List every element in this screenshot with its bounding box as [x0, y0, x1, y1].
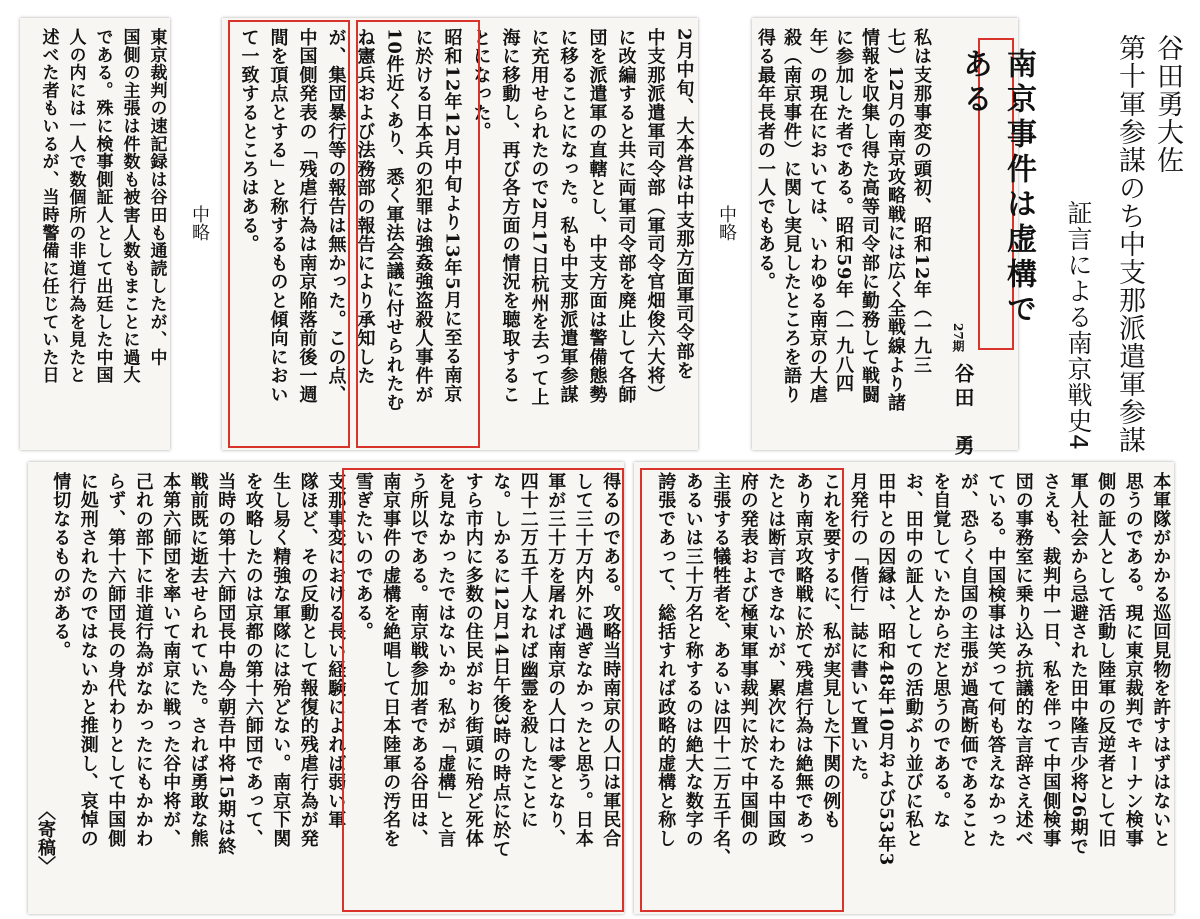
text-column: 四十二万五千人なれば幽霊を殺したことに	[517, 472, 539, 830]
text-column: あるいは三十万名と称するのは絶大な数字の	[682, 472, 704, 848]
text-column: さえも、裁判中一日、私を伴って中国側検事	[1040, 472, 1062, 848]
text-column: あり南京攻略戦に於て残虐行為は絶無であっ	[792, 472, 814, 848]
text-block	[752, 28, 934, 448]
text-column: に改編すると共に両軍司令部を廃止して各師	[615, 28, 637, 404]
text-column: 当時の第十六師団長中島今朝吾中将15期は終	[215, 472, 237, 856]
text-column: 私は支那事変の頭初、昭和12年（一九三	[911, 28, 932, 375]
clip-bottom-left	[28, 462, 624, 914]
text-column: 思うのである。現に東京裁判でキーナン検事	[1122, 472, 1144, 848]
omission-mark: 中略	[189, 205, 210, 241]
text-block	[222, 28, 698, 448]
text-column: とになった。	[470, 28, 492, 141]
text-column: 支那事変における長い経験によれば弱い軍	[325, 472, 347, 830]
text-column: たとは断言できないが、累次にわたる中国政	[765, 472, 787, 848]
text-column: に於ける日本兵の犯罪は強姦強盗殺人事件が	[412, 28, 434, 404]
text-column: 軍人社会から忌避された田中隆吉少将26期で	[1067, 472, 1089, 856]
text-column: な。しかるに12月14日午後3時の時点に於て	[490, 472, 512, 859]
text-column: 本軍隊がかかる巡回見物を許すはずはないと	[1150, 472, 1172, 848]
text-column: て一致するところはある。	[238, 28, 260, 254]
text-column: 東京裁判の速記録は谷田も通読したが、中	[146, 28, 167, 367]
text-column: 中国側発表の「残虐行為は南京陥落前後一週	[296, 28, 318, 404]
text-column: 2月中旬、大本営は中支那方面軍司令部を	[673, 28, 695, 380]
text-column: を見なかったではないか。私が「虚構」と言	[435, 472, 457, 848]
text-column: 殺（南京事件）に関し実見したところを語り	[781, 28, 802, 404]
side-title-name: 谷田勇大佐	[1152, 34, 1183, 174]
text-column: 田中との因縁は、昭和48年10月および53年3	[875, 472, 897, 867]
text-column: である。殊に検事側証人として出廷した中国	[92, 28, 113, 384]
text-column: が、集団暴行等の報告は無かった。この点、	[325, 28, 347, 404]
text-column: ている。中国検事は笑って何も答えなかった	[985, 472, 1007, 848]
text-column: を自覚していたからだと思うのである。な	[930, 472, 952, 830]
text-column: 主張する犠牲者を、あるいは四十二万五千名、	[710, 472, 732, 867]
text-column: 海に移動し、再び各方面の情況を聴取するこ	[499, 28, 521, 404]
text-column: 府の発表および極東軍事裁判に於て中国側の	[737, 472, 759, 848]
text-column: に処刑されたのではないかと推測し、哀悼の	[77, 472, 99, 848]
text-column: 10件近くあり、悉く軍法会議に付せられたむ	[383, 28, 405, 412]
clip-top-middle	[222, 18, 698, 450]
text-column: 人の内には一人で数個所の非道行為を見たと	[65, 28, 86, 384]
clip-top-left	[20, 18, 170, 450]
text-column: ね憲兵および法務部の報告により承知した	[354, 28, 376, 386]
text-column: を攻略したのは京都の第十六師団であって、	[242, 472, 264, 848]
text-column: 情報を収集し得た高等司令部に勤務して戦闘	[859, 28, 880, 404]
text-column: 団の事務室に乗り込み抗議的な言辞さえ述べ	[1012, 472, 1034, 848]
text-column: これを要するに、私が実見した下関の例も	[820, 472, 842, 830]
text-column: 軍が三十万を屠れば南京の人口は零となり、	[545, 472, 567, 848]
text-column: 生し易く精強な軍隊には殆どない。南京下関	[270, 472, 292, 848]
text-column: 昭和12年12月中旬より13年5月に至る南京	[441, 28, 463, 404]
byline-name: 谷田 勇	[951, 363, 975, 459]
text-column: 己れの部下に非道行為がなかったにもかかわ	[132, 472, 154, 848]
text-column: らず、第十六師団長の身代わりとして中国側	[105, 472, 127, 848]
text-column: お、田中の証人としての活動ぶり並びに私と	[902, 472, 924, 848]
side-title-series: 証言による南京戦史4	[1064, 200, 1093, 451]
text-column: に参加した者である。昭和59年（一九八四	[833, 28, 854, 394]
text-column: う所以である。南京戦参加者である谷田は、	[407, 472, 429, 848]
text-column: 戦前既に逝去せられていた。されば勇敢な熊	[187, 472, 209, 848]
text-column: 団を派遣軍の直轄とし、中支方面は警備態勢	[586, 28, 608, 404]
text-column: 南京事件の虚構を絶唱して日本陸軍の汚名を	[380, 472, 402, 848]
text-column: 誇張であって、総括すれば政略的虚構と称し	[655, 472, 677, 848]
text-column: 情切なるものがある。	[50, 472, 72, 660]
text-column: 本第六師団を率いて南京に戦った谷中将が、	[160, 472, 182, 848]
omission-mark: 中略	[716, 205, 737, 241]
text-column: 月発行の「偕行」誌に書いて置いた。	[847, 472, 869, 792]
text-block	[20, 28, 170, 448]
byline-class: 27期	[951, 323, 965, 352]
text-column: 年）の現在においては、いわゆる南京の大虐	[807, 28, 828, 404]
text-column: に充用せられたので2月17日杭州を去って上	[528, 28, 550, 407]
text-column: 間を頂点とする」と称するものと傾向におい	[267, 28, 289, 404]
text-column: すら市内に多数の住民がおり街頭に殆ど死体	[462, 472, 484, 848]
clip-bottom-right	[634, 462, 1174, 914]
contribution-mark: 〈寄稿〉	[35, 802, 56, 874]
text-column: 国側の主張は件数も被害人数もまことに過大	[119, 28, 140, 384]
text-block	[28, 472, 624, 912]
text-column: 隊ほど、その反動として報復的残虐行為が発	[297, 472, 319, 848]
text-column: 中支那派遣軍司令部（軍司令官畑俊六大将）	[644, 28, 666, 404]
text-column: が、恐らく自国の主張が過高断価であること	[957, 472, 979, 848]
text-block	[634, 472, 1174, 912]
side-title-role: 第十軍参謀のち中支那派遣軍参謀	[1114, 34, 1145, 454]
text-column: 雪ぎたいのである。	[352, 472, 374, 642]
text-column: に移ることになった。私も中支那派遣軍参謀	[557, 28, 579, 404]
text-column: 側の証人として活動し陸軍の反逆者として旧	[1095, 472, 1117, 848]
text-column: 七）12月の南京攻略戦には広く全戦線より諸	[885, 28, 906, 412]
headline: 南京事件は虚構である	[957, 48, 1036, 328]
clip-top-right	[752, 18, 1036, 459]
text-column: 述べた者もいるが、当時警備に任じていた日	[38, 28, 59, 384]
text-column: 得る最年長者の一人でもある。	[755, 28, 776, 292]
text-column: して三十万内外に過ぎなかったと思う。日本	[572, 472, 594, 848]
text-column: 得るのである。攻略当時南京の人口は軍民合	[600, 472, 622, 848]
